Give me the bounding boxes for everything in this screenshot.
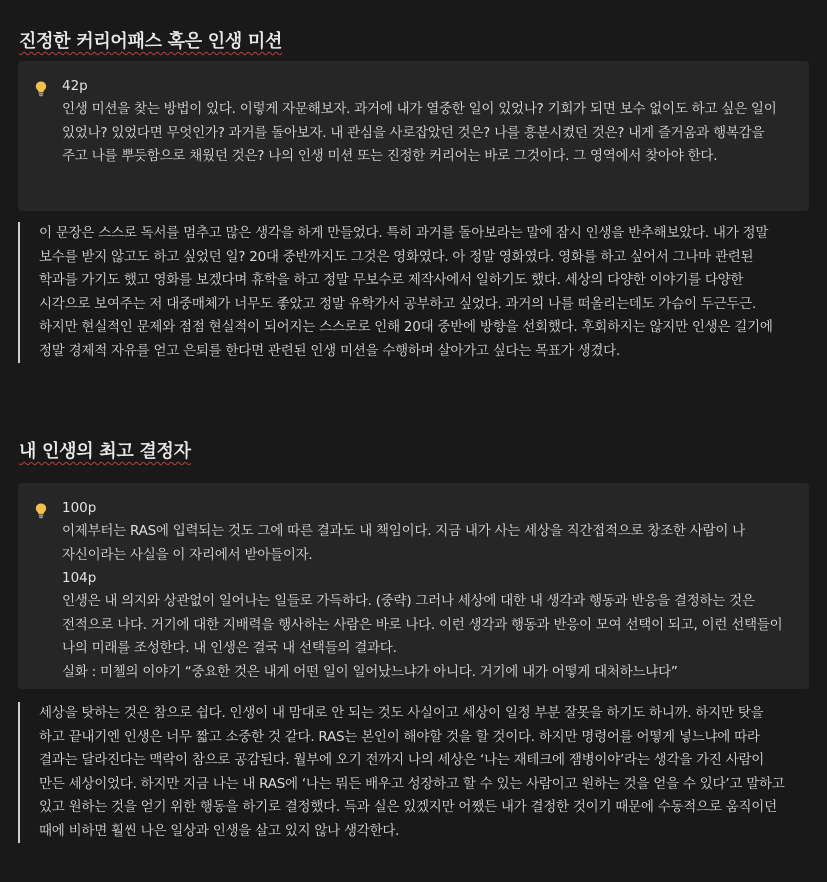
callout-story-text: 실화 : 미첼의 이야기 “중요한 것은 내게 어떤 일이 일어났느냐가 아니다. 거기에 내가 어떻게 대처하느냐다” [62, 663, 678, 680]
callout-page-number: 42p [62, 78, 88, 94]
callout-quote-text: 이제부터는 RAS에 입력되는 것도 그에 따른 결과도 내 책임이다. 지금 내가 사는 세상을 직간접적으로 창조한 사람이 나 자신이라는 사실을 이 자리에서 받아들이자. [62, 523, 745, 563]
callout-quote-text: 인생 미션을 찾는 방법이 있다. 이렇게 자문해보자. 과거에 내가 열중한 일이 있었나? 기회가 되면 보수 없이도 하고 싶은 일이 있었나? 있었다면 무엇인가? 과거를 돌아보자. 내 관심을 사로잡았던 것은? 나를 흥분시켰던 것은? 내게 즐거움과 행복감을 주고 나를 뿌듯함으로 채웠던 것은? 나의 인생 미션 또는 진정한 커리어는 바로 그것이다. 그 영역에서 찾아야 한다. [62, 101, 777, 164]
callout-page-number: 100p [62, 500, 97, 516]
callout-100p-104p [18, 483, 809, 689]
callout-quote-text: 인생은 내 의지와 상관없이 일어나는 일들로 가득하다. (중략) 그러나 세상에 대한 내 생각과 행동과 반응을 결정하는 것은 전적으로 나다. 거기에 대한 지배력을 행사하는 사람은 바로 나다. 이런 생각과 행동과 반응이 모여 선택이 되고, 이런 선택들이 나의 미래를 조성한다. 내 인생은 결국 내 선택들의 결과다. [62, 593, 783, 656]
section-heading-final-decider: 내 인생의 최고 결정자 [19, 441, 191, 462]
callout-page-number: 104p [62, 570, 97, 586]
reflection-quote: 이 문장은 스스로 독서를 멈추고 많은 생각을 하게 만들었다. 특히 과거를 돌아보라는 말에 잠시 인생을 반추해보았다. 내가 정말 보수를 받지 않고도 하고 싶었던 일? 20대 중반까지도 그것은 영화였다. 아 정말 영화였다. 영화를 하고 싶어서 그나마 관련된 학과를 가기도 했고 영화를 보겠다며 휴학을 하고 정말 무보수로 제작사에서 일하기도 했다. 세상의 다양한 이야기를 다양한 시각으로 보여주는 저 대중매체가 너무도 좋았고 정말 유학가서 공부하고 싶었다. 과거의 나를 떠올리는데도 가슴이 두근두근. 하지만 현실적인 문제와 점점 현실적이 되어지는 스스로로 인해 20대 중반에 방향을 선회했다. 후회하지는 않지만 인생은 길기에 정말 경제적 자유를 얻고 은퇴를 한다면 관련된 인생 미션을 수행하며 살아가고 싶다는 목표가 생겼다. [18, 222, 788, 363]
section-heading-career-mission: 진정한 커리어패스 혹은 인생 미션 [19, 31, 283, 52]
reflection-quote: 세상을 탓하는 것은 참으로 쉽다. 인생이 내 맘대로 안 되는 것도 사실이고 세상이 일정 부분 잘못을 하기도 하니까. 하지만 탓을 하고 끝내기엔 인생은 너무 짧고 소중한 것 같다. RAS는 본인이 해야할 것을 할 것이다. 하지만 명령어를 어떻게 넣느냐에 따라 결과는 달라진다는 맥락이 참으로 공감된다. 월부에 오기 전까지 나의 세상은 ‘나는 재테크에 잼병이야’라는 생각을 가진 사람이 만든 세상이었다. 하지만 지금 나는 내 RAS에 ‘나는 뭐든 배우고 성장하고 할 수 있는 사람이고 원하는 것을 얻을 수 있다’고 말하고 있고 원하는 것을 얻기 위한 행동을 하기로 결정했다. 득과 실은 있겠지만 어쨌든 내가 결정한 것이기 때문에 수동적으로 움직이던 때에 비하면 훨씬 나은 일상과 인생을 살고 있지 않나 생각한다. [18, 702, 788, 843]
lightbulb-icon [35, 503, 47, 519]
callout-42p [18, 61, 809, 211]
lightbulb-icon [35, 81, 47, 97]
